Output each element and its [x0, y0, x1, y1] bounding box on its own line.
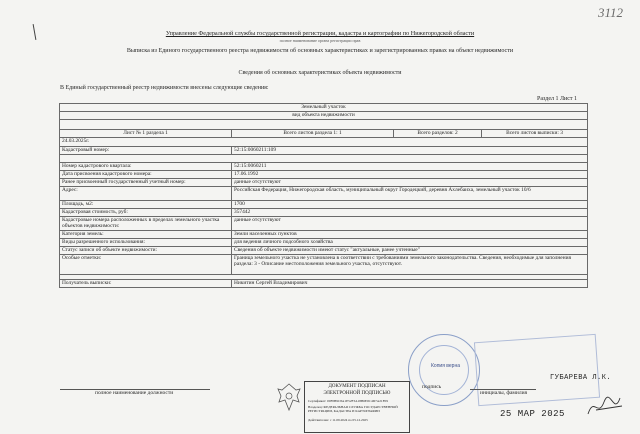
table-row	[60, 171, 588, 179]
section-title: Сведения об основных характеристиках объекта недвижимости	[238, 70, 402, 76]
row-label: Площадь, м2:	[60, 201, 232, 209]
row-value: 17.06.1992	[232, 171, 588, 179]
agency-name: Управление Федеральной службы государственной регистрации, кадастра и картографии по Нижегородской области	[165, 30, 475, 37]
object-type-caption: вид объекта недвижимости	[60, 112, 588, 120]
row-label: Виды разрешенного использования:	[60, 239, 232, 247]
sections-total: Всего разделов: 2	[394, 130, 482, 138]
row-value: Никитин Сергей Владимирович	[232, 280, 588, 288]
blank-row	[60, 120, 588, 130]
table-row	[60, 187, 588, 201]
row-label: Ранее присвоенный государственный учетный номер:	[60, 179, 232, 187]
row-label: Дата присвоения кадастрового номера:	[60, 171, 232, 179]
section-label: Раздел 1 Лист 1	[537, 96, 578, 102]
date-stamp: 25 МАР 2025	[500, 409, 565, 419]
row-label: Категория земель:	[60, 231, 232, 239]
agency-caption: полное наименование органа регистрации прав	[279, 38, 361, 43]
e-signature-box	[304, 381, 410, 433]
ecp-subtitle: ЭЛЕКТРОННОЙ ПОДПИСЬЮ	[323, 391, 391, 396]
row-value: Земли населенных пунктов	[232, 231, 588, 239]
row-value: Граница земельного участка не установлена в соответствии с требованиями земельного законодательства. Сведения, необходимые для заполнения раздела: 3 - Описание местоположения земельного участка, отсутствуют.	[232, 255, 588, 275]
ecp-cert: Сертификат: 00F0B9C8A1E52F3A18B6E0C4D7A21F09	[308, 399, 388, 403]
table-row	[60, 280, 588, 288]
row-label: Кадастровая стоимость, руб:	[60, 209, 232, 217]
handwritten-signature	[586, 392, 626, 422]
object-type-row	[60, 104, 588, 112]
row-label: Номер кадастрового квартала:	[60, 163, 232, 171]
seal-text: Копия верна	[431, 363, 460, 369]
row-label: Адрес:	[60, 187, 232, 201]
ecp-owner: Владелец: ФЕДЕРАЛЬНАЯ СЛУЖБА ГОСУДАРСТВЕННОЙ РЕГИСТРАЦИИ, КАДАСТРА И КАРТОГРАФИИ	[308, 405, 398, 413]
name-stamp: ГУБАРЕВА Л.К.	[550, 374, 612, 382]
ecp-valid: Действителен: с 11.09.2024 по 05.12.2025	[308, 418, 368, 422]
sheets-in-section: Всего листов раздела 1: 1	[232, 130, 394, 138]
table-row	[60, 201, 588, 209]
ecp-title: ДОКУМЕНТ ПОДПИСАН	[328, 384, 386, 389]
row-value: 357442	[232, 209, 588, 217]
object-type: Земельный участок	[60, 104, 588, 112]
row-value: 1700	[232, 201, 588, 209]
table-row	[60, 247, 588, 255]
sheets-total: Всего листов выписки: 3	[482, 130, 588, 138]
row-label: Статус записи об объекте недвижимости:	[60, 247, 232, 255]
row-label: Получатель выписки:	[60, 280, 232, 288]
table-row	[60, 163, 588, 171]
spacer-row	[60, 155, 588, 163]
emblem-icon	[276, 382, 302, 412]
sheet-number: Лист № 1 раздела 1	[60, 130, 232, 138]
table-row	[60, 255, 588, 275]
table-row	[60, 239, 588, 247]
extract-date: 24.03.2025г.	[60, 138, 588, 147]
cadastral-number-row	[60, 147, 588, 155]
signature-caption: подпись	[422, 384, 442, 390]
intro-text: В Единый государственный реестр недвижимости внесены следующие сведения:	[60, 85, 269, 91]
object-caption-row	[60, 112, 588, 120]
row-label: Кадастровый номер:	[60, 147, 232, 155]
table-row	[60, 209, 588, 217]
initials-caption: инициалы, фамилия	[480, 390, 528, 396]
sheet-row	[60, 130, 588, 138]
row-value: Российская Федерация, Нижегородская область, муниципальный округ Городецкий, деревня Ахлебаиха, земельный участок 10/6	[232, 187, 588, 201]
row-label: Кадастровые номера расположенных в пределах земельного участка объектов недвижимости:	[60, 217, 232, 231]
corner-number: 3112	[598, 5, 624, 20]
date-row	[60, 138, 588, 147]
table-row	[60, 217, 588, 231]
row-value: данные отсутствуют	[232, 217, 588, 231]
row-value: данные отсутствуют	[232, 179, 588, 187]
row-value: Сведения об объекте недвижимости имеют статус "актуальные, ранее учтенные"	[232, 247, 588, 255]
extract-title: Выписка из Единого государственного реестра недвижимости об основных характеристиках и зарегистрированных правах на объект недвижимости	[126, 48, 514, 54]
row-label: Особые отметки:	[60, 255, 232, 275]
main-table	[59, 103, 588, 288]
official-seal	[408, 334, 480, 406]
table-row	[60, 179, 588, 187]
table-row	[60, 231, 588, 239]
row-value: 52:15:0060211	[232, 163, 588, 171]
row-value: 52:15:0060211:109	[232, 147, 588, 155]
row-value: для ведения личного подсобного хозяйства	[232, 239, 588, 247]
position-caption: полное наименование должности	[95, 390, 174, 396]
